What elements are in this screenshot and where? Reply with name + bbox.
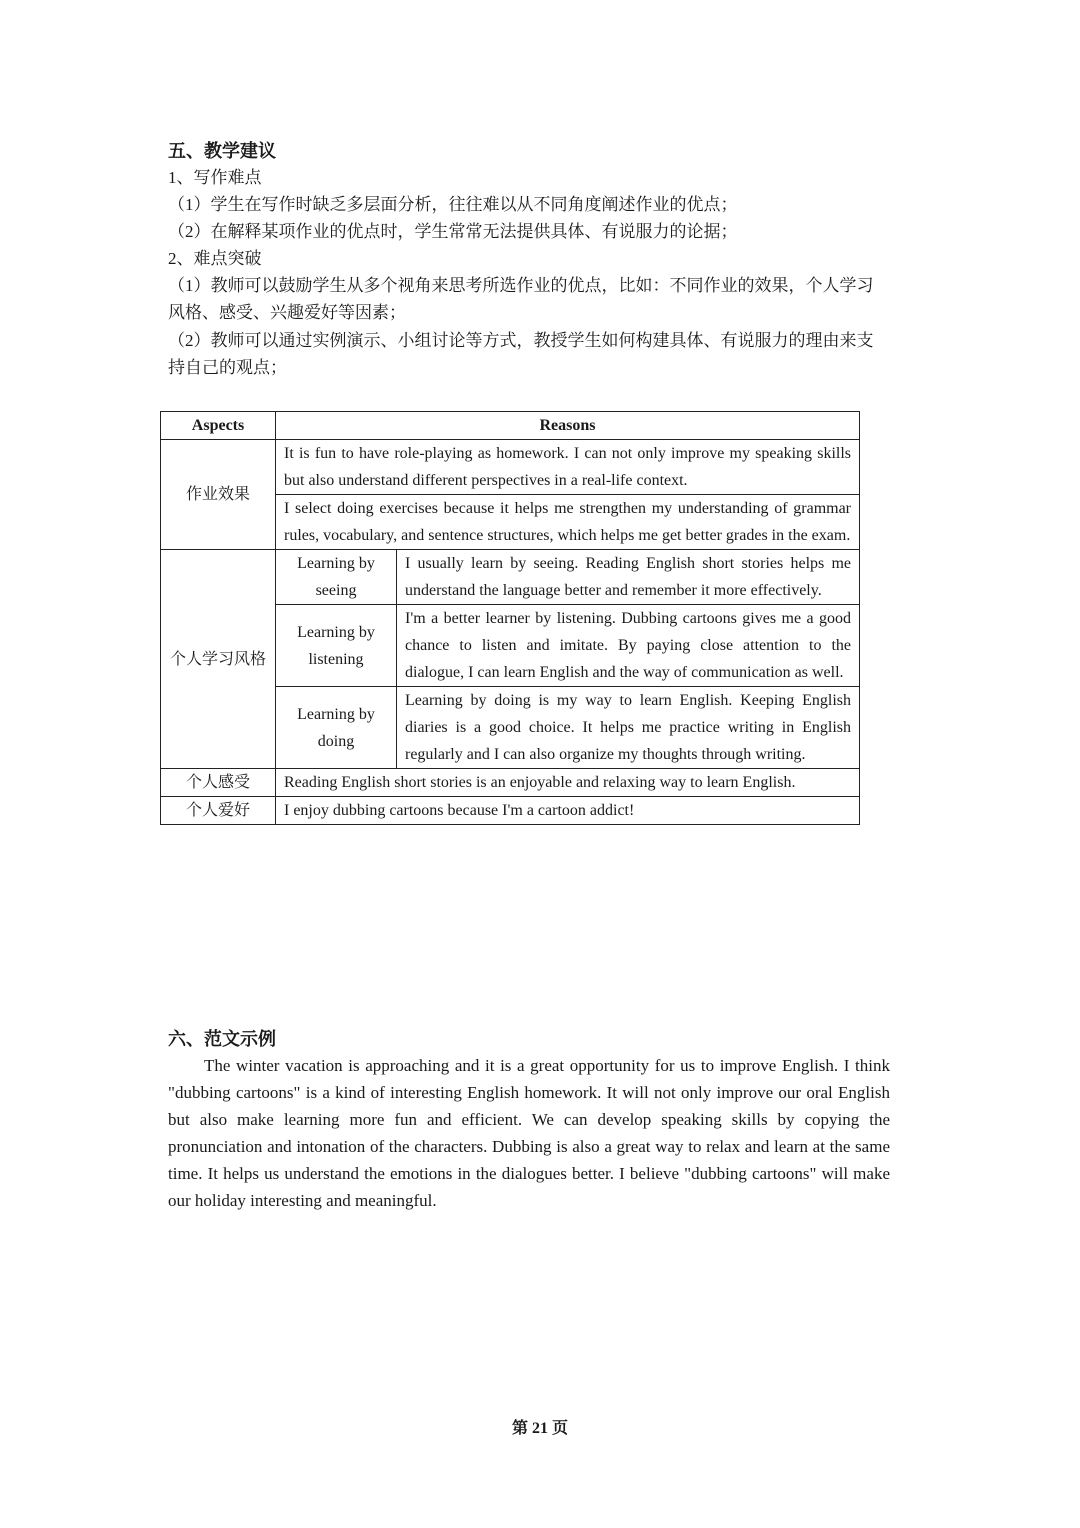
style-seeing-reason: I usually learn by seeing. Reading English short stories helps me understand the language better and remember it more effectively.	[397, 550, 860, 605]
aspects-reasons-table	[160, 411, 860, 825]
style-seeing-label: Learning by seeing	[276, 550, 397, 605]
style-listening-label: Learning by listening	[276, 605, 397, 687]
aspect-effect: 作业效果	[161, 440, 276, 550]
table-row	[161, 769, 860, 797]
section6-heading: 六、范文示例	[168, 1029, 276, 1049]
sub1-item2: （2）在解释某项作业的优点时，学生常常无法提供具体、有说服力的论据；	[168, 222, 738, 241]
feeling-reason: Reading English short stories is an enjoyable and relaxing way to learn English.	[276, 769, 860, 797]
style-doing-reason: Learning by doing is my way to learn English. Keeping English diaries is a good choice. It helps me practice writing in English regularly and I can also organize my thoughts through writing.	[397, 687, 860, 769]
table-row	[161, 797, 860, 825]
header-aspects: Aspects	[161, 412, 276, 440]
sub2-title: 2、难点突破	[168, 249, 262, 268]
effect-reason-1: It is fun to have role-playing as homework. I can not only improve my speaking skills but also understand different perspectives in a real-life context.	[276, 440, 860, 495]
sub1-title: 1、写作难点	[168, 168, 262, 187]
aspect-feeling: 个人感受	[161, 769, 276, 797]
table-header-row	[161, 412, 860, 440]
style-doing-label: Learning by doing	[276, 687, 397, 769]
hobby-reason: I enjoy dubbing cartoons because I'm a cartoon addict!	[276, 797, 860, 825]
aspect-hobby: 个人爱好	[161, 797, 276, 825]
table-row	[161, 440, 860, 495]
table-row	[161, 550, 860, 605]
sub1-item1: （1）学生在写作时缺乏多层面分析，往往难以从不同角度阐述作业的优点；	[168, 195, 738, 214]
model-essay: The winter vacation is approaching and it is a great opportunity for us to improve English. I think "dubbing cartoons" is a kind of interesting English homework. It will not only improve our oral English but also make learning more fun and efficient. We can develop speaking skills by copying the pronunciation and intonation of the characters. Dubbing is also a great way to relax and learn at the same time. It helps us understand the emotions in the dialogues better. I believe "dubbing cartoons" will make our holiday interesting and meaningful.	[168, 1056, 890, 1210]
sub2-item2: （2）教师可以通过实例演示、小组讨论等方式，教授学生如何构建具体、有说服力的理由来支持自己的观点；	[168, 331, 874, 377]
aspect-learning-style: 个人学习风格	[161, 550, 276, 769]
style-listening-reason: I'm a better learner by listening. Dubbing cartoons gives me a good chance to listen and imitate. By paying close attention to the dialogue, I can learn English and the way of communication as well.	[397, 605, 860, 687]
sub2-item1: （1）教师可以鼓励学生从多个视角来思考所选作业的优点，比如：不同作业的效果，个人学习风格、感受、兴趣爱好等因素；	[168, 276, 874, 322]
header-reasons: Reasons	[276, 412, 860, 440]
section5-heading: 五、教学建议	[168, 141, 276, 161]
page-number: 第 21 页	[511, 1420, 568, 1437]
effect-reason-2: I select doing exercises because it helps me strengthen my understanding of grammar rules, vocabulary, and sentence structures, which helps me get better grades in the exam.	[276, 495, 860, 550]
